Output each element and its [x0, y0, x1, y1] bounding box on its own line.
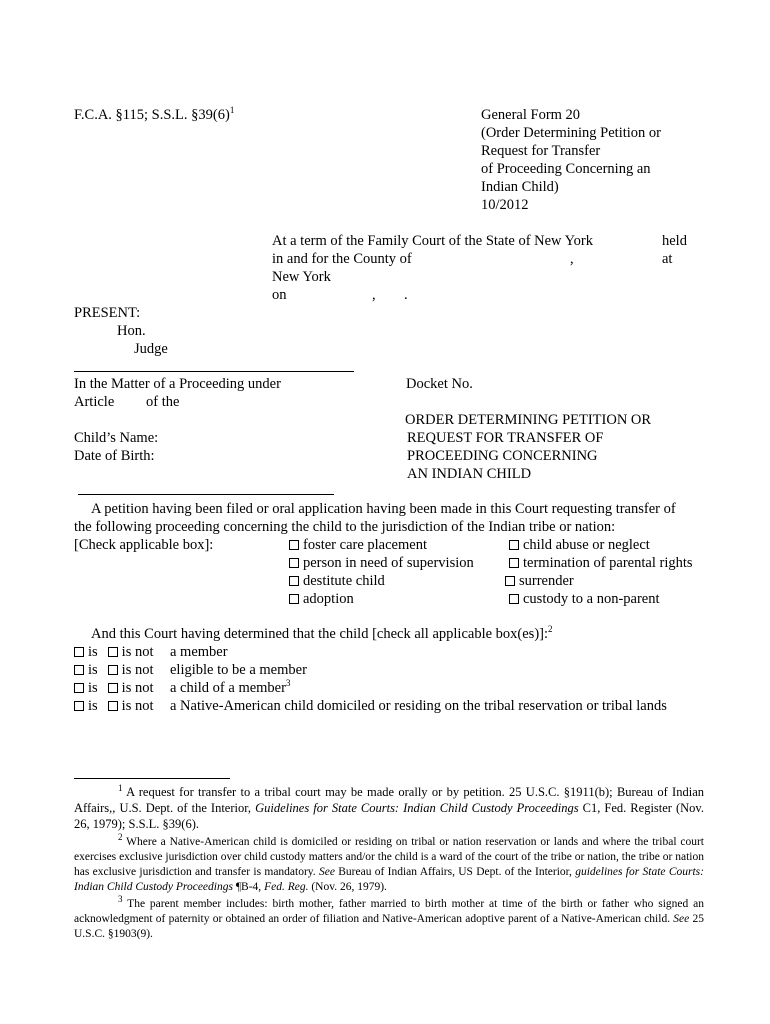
- form-id-line: 10/2012: [481, 197, 529, 213]
- date-of-birth-label: Date of Birth:: [74, 448, 155, 464]
- determination-row: is is not: [74, 697, 154, 715]
- check-applicable-label: [Check applicable box]:: [74, 537, 214, 553]
- checkbox-icon[interactable]: [289, 540, 299, 550]
- order-title: [405, 411, 651, 483]
- hon-label: Hon.: [117, 323, 146, 339]
- docket-label: Docket No.: [406, 376, 473, 392]
- form-id-line: (Order Determining Petition or: [481, 125, 661, 141]
- checkbox-icon[interactable]: [509, 558, 519, 568]
- statute-reference: F.C.A. §115; S.S.L. $\S 39(6)^1$: [74, 105, 235, 123]
- court-term-held: held: [662, 233, 687, 249]
- form-id-line: of Proceeding Concerning an: [481, 161, 651, 177]
- judge-label: Judge: [134, 341, 168, 357]
- footnote-ref-2: 2: [548, 624, 553, 635]
- state-line: New York: [272, 269, 331, 285]
- determination-text: a Native-American child domiciled or residing on the tribal reservation or tribal lands: [170, 698, 667, 714]
- present-label: PRESENT:: [74, 305, 141, 321]
- determination-text: a member: [170, 644, 228, 660]
- option-foster-care[interactable]: foster care placement: [289, 536, 427, 554]
- is-checkbox[interactable]: [74, 647, 84, 657]
- footnote-separator: [74, 778, 230, 779]
- option-termination[interactable]: termination of parental rights: [509, 554, 693, 572]
- county-at: at: [662, 251, 673, 267]
- footnote-2: $^2$ Where a Native-American child is domiciled or residing on tribal or nation reservation or lands and where the tribal court exercises exclusive jurisdiction over child custody matters and/or the child is a ward of the court of the tribe or nation, the tribe or nation has exclusive jurisdiction and transfer is mandatory. See Bureau of Indian Affairs, US Dept. of the Interior, guidelines for State Courts: Indian Child Custody Proceedings ¶B-4, Fed. Reg. (Nov. 26, 1979).: [74, 832, 704, 893]
- order-title-line: AN INDIAN CHILD: [407, 466, 532, 482]
- checkbox-icon[interactable]: [289, 558, 299, 568]
- is-checkbox[interactable]: [74, 701, 84, 711]
- footnote-1: $^1$ A request for transfer to a tribal court may be made orally or by petition. 25 U.S.C. §1911(b); Bureau of Indian Affairs,, U.S. Dept. of the Interior, Guidelines for State Courts: Indian Child Custody Proceedings C1, Fed. Register (Nov. 26, 1979); S.S.L. §39(6).: [74, 782, 704, 831]
- option-custody-non-parent[interactable]: custody to a non-parent: [509, 590, 660, 608]
- petition-paragraph-line1: A petition having been filed or oral application having been made in this Court requesting transfer of: [91, 501, 676, 517]
- is-not-checkbox[interactable]: [108, 665, 118, 675]
- determination-text: a child of a member$^3$: [170, 678, 291, 696]
- form-id-line: Request for Transfer: [481, 143, 601, 159]
- checkbox-icon[interactable]: [509, 594, 519, 604]
- footnote-ref-3: 3: [285, 678, 291, 689]
- county-comma: ,: [570, 251, 574, 267]
- date-comma: ,: [372, 287, 376, 303]
- checkbox-icon[interactable]: [289, 576, 299, 586]
- form-id-line: General Form 20: [481, 107, 581, 123]
- option-pins[interactable]: person in need of supervision: [289, 554, 474, 572]
- of-the-label: of the: [146, 394, 180, 410]
- determination-text: eligible to be a member: [170, 662, 307, 678]
- article-label: Article: [74, 394, 115, 410]
- option-adoption[interactable]: adoption: [289, 590, 354, 608]
- petition-paragraph-line2: the following proceeding concerning the child to the jurisdiction of the Indian tribe or nation:: [74, 519, 616, 535]
- determination-paragraph: And this Court having determined that the child [check all applicable box(es)]:$^2$: [91, 624, 553, 642]
- caption-top-rule: [74, 371, 354, 372]
- is-checkbox[interactable]: [74, 665, 84, 675]
- option-destitute-child[interactable]: destitute child: [289, 572, 385, 590]
- date-on-label: on: [272, 287, 287, 303]
- is-not-checkbox[interactable]: [108, 647, 118, 657]
- order-title-line: REQUEST FOR TRANSFER OF: [407, 430, 604, 446]
- order-title-line: ORDER DETERMINING PETITION OR: [405, 412, 652, 428]
- option-surrender[interactable]: surrender: [505, 572, 574, 590]
- checkbox-icon[interactable]: [289, 594, 299, 604]
- caption-bottom-rule: [78, 494, 334, 495]
- is-not-checkbox[interactable]: [108, 701, 118, 711]
- date-period: .: [404, 287, 408, 303]
- child-name-label: Child’s Name:: [74, 430, 159, 446]
- footnote-ref-1: 1: [229, 105, 235, 116]
- checkbox-icon[interactable]: [505, 576, 515, 586]
- order-title-line: PROCEEDING CONCERNING: [407, 448, 598, 464]
- is-not-checkbox[interactable]: [108, 683, 118, 693]
- determination-row: is is not: [74, 679, 154, 697]
- footnote-3: $^3$ The parent member includes: birth mother, father married to birth mother at time of the birth or father who signed an acknowledgment of paternity or obtained an order of filiation and Native-American adoptive parent of a Native-American child. See 25 U.S.C. §1903(9).: [74, 894, 704, 940]
- is-checkbox[interactable]: [74, 683, 84, 693]
- determination-row: is is not: [74, 643, 154, 661]
- option-abuse-neglect[interactable]: child abuse or neglect: [509, 536, 650, 554]
- checkbox-icon[interactable]: [509, 540, 519, 550]
- form-identifier: [481, 106, 661, 214]
- matter-line: In the Matter of a Proceeding under: [74, 376, 281, 392]
- form-id-line: Indian Child): [481, 179, 559, 195]
- county-line: in and for the County of: [272, 251, 412, 267]
- determination-row: is is not: [74, 661, 154, 679]
- court-term-line: At a term of the Family Court of the State of New York: [272, 233, 593, 249]
